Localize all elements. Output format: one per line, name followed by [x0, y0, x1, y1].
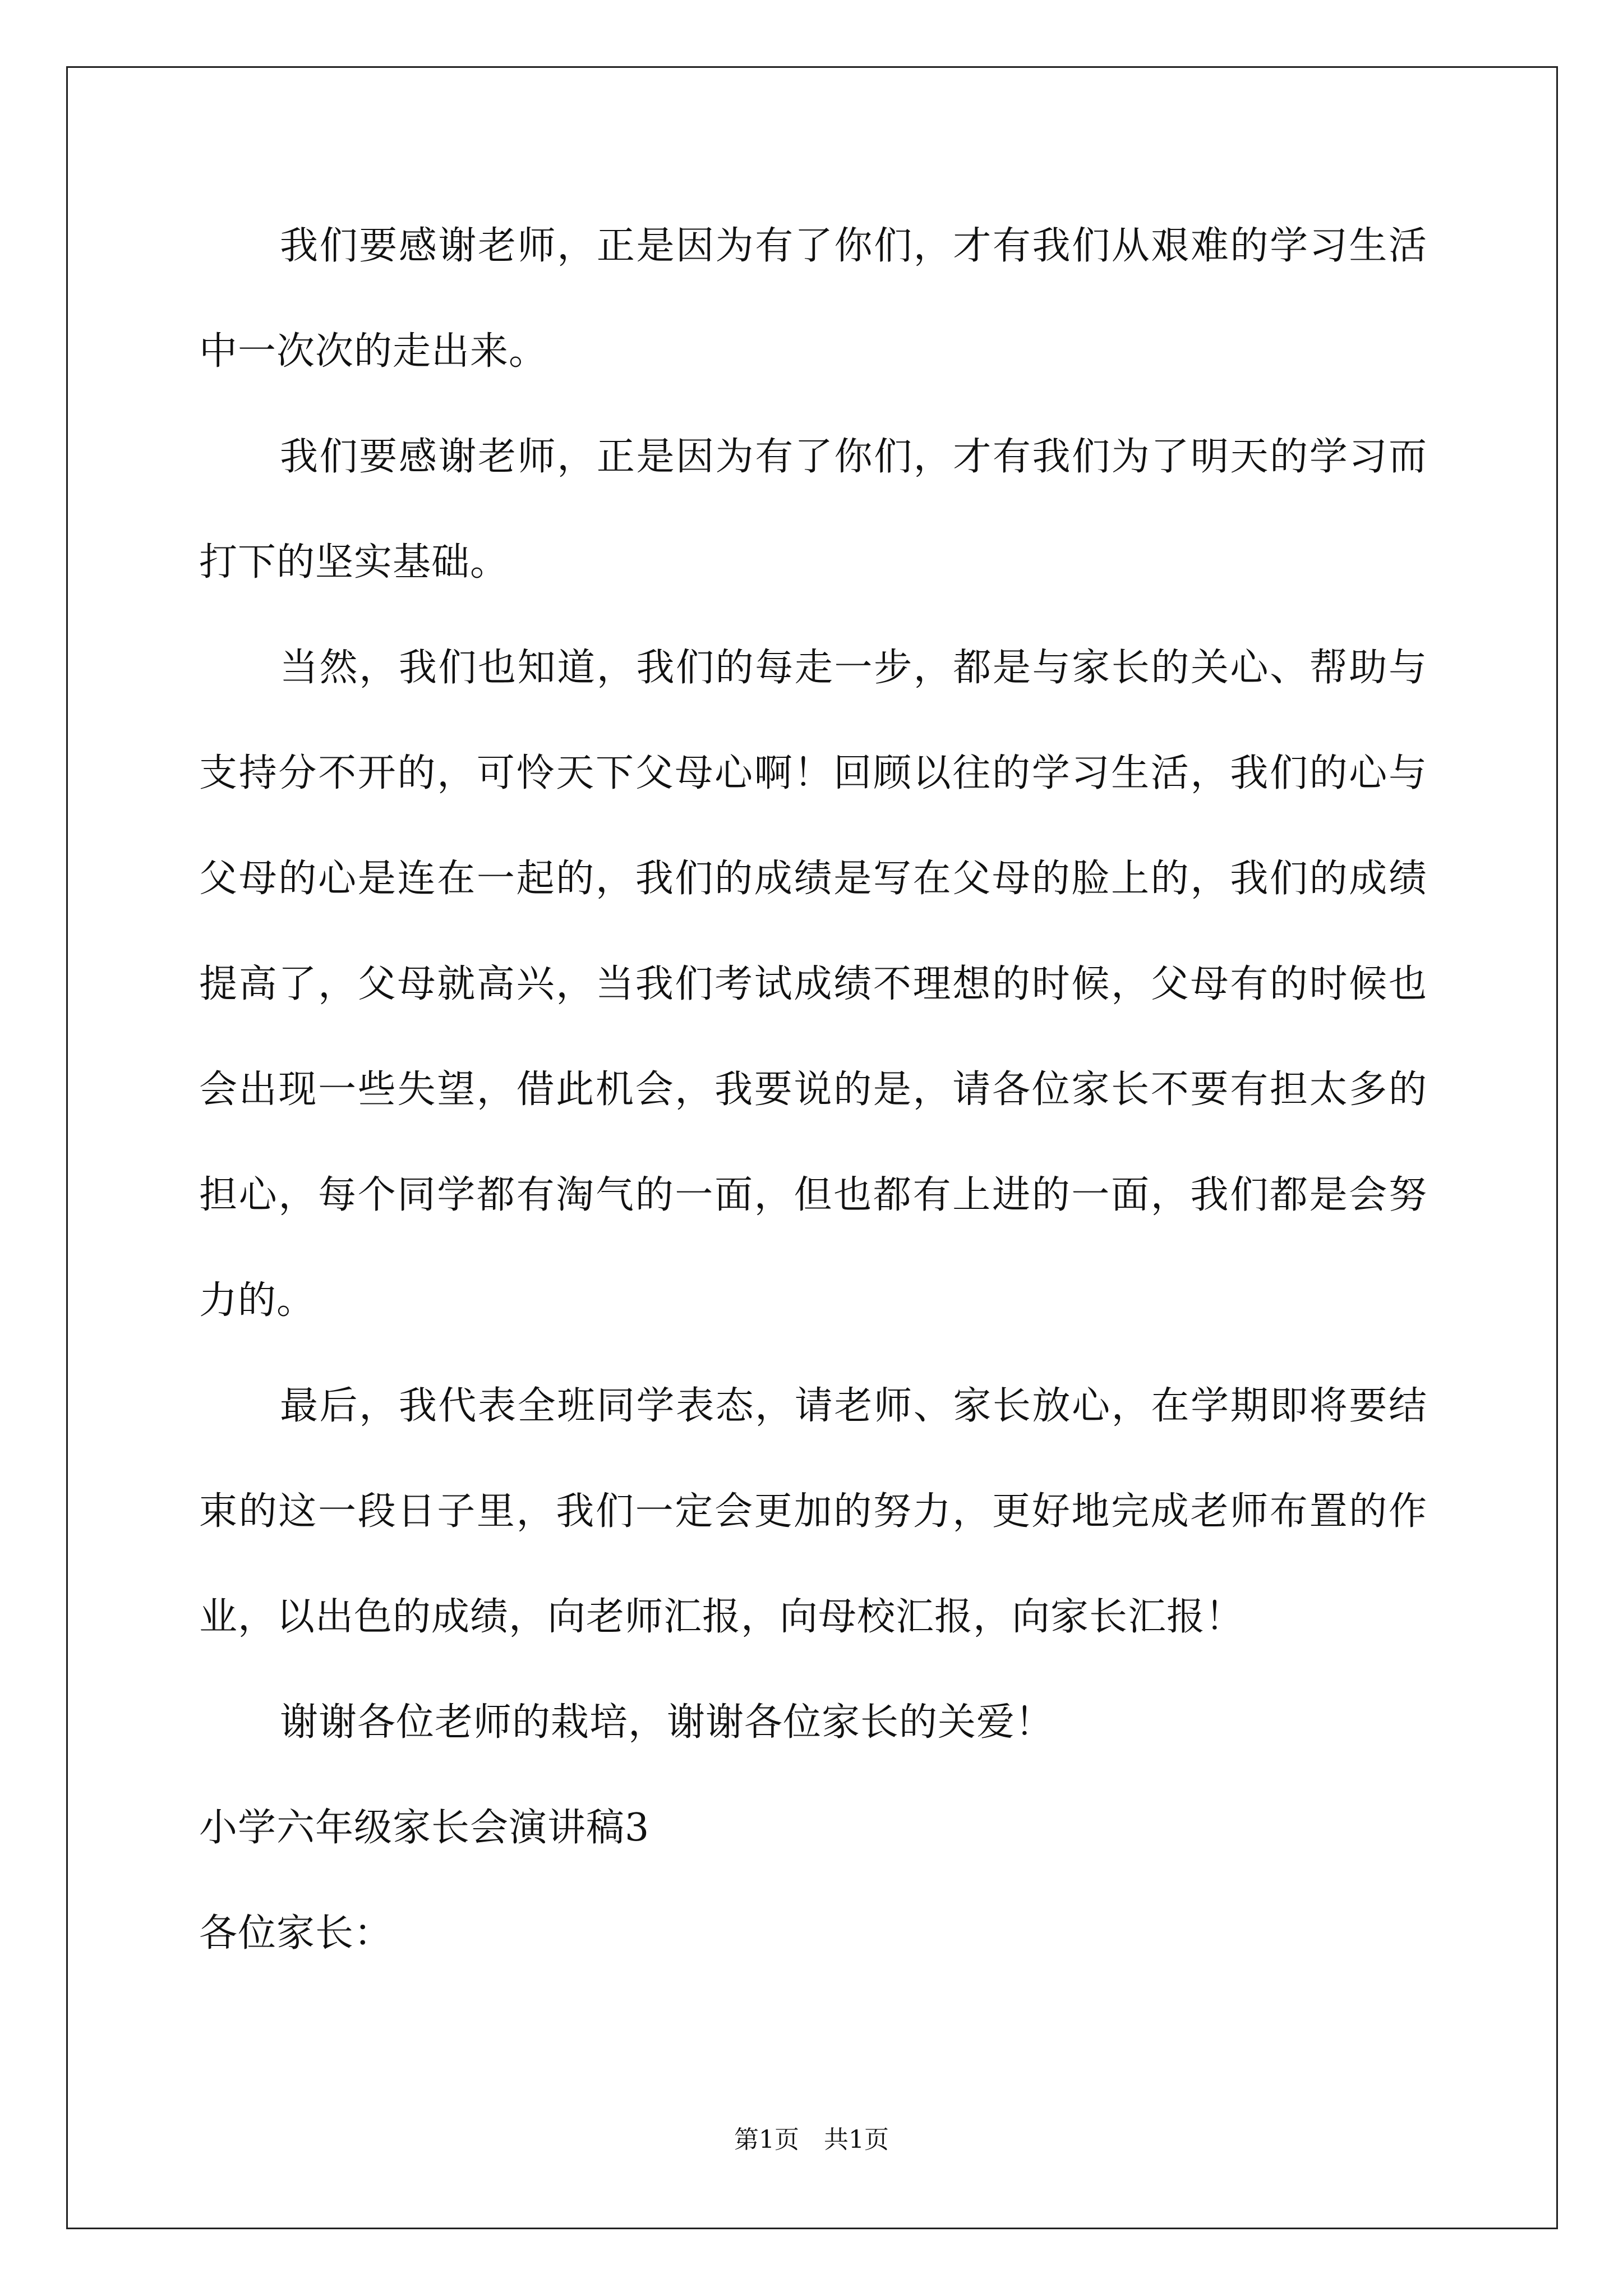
paragraph-class-pledge: 最后，我代表全班同学表态，请老师、家长放心，在学期即将要结束的这一段日子里，我们一定会更加的努力，更好地完成老师布置的作业，以出色的成绩，向老师汇报，向母校汇报，向家长汇报！ — [199, 1384, 1427, 1639]
page-number: 第1页 — [734, 2125, 799, 2154]
paragraph-thanks-teachers-1: 我们要感谢老师，正是因为有了你们，才有我们从艰难的学习生活中一次次的走出来。 — [199, 224, 1427, 374]
paragraph-thanks-teachers-2: 我们要感谢老师，正是因为有了你们，才有我们为了明天的学习而打下的坚实基础。 — [199, 435, 1427, 585]
salutation: 各位家长： — [199, 1911, 393, 1955]
section-heading: 小学六年级家长会演讲稿3 — [199, 1806, 650, 1850]
page-total: 共1页 — [824, 2125, 889, 2154]
paragraph-parents-support: 当然，我们也知道，我们的每走一步，都是与家长的关心、帮助与支持分不开的，可怜天下父母心啊！回顾以往的学习生活，我们的心与父母的心是连在一起的，我们的成绩是写在父母的脸上的，我们的成绩提高了，父母就高兴，当我们考试成绩不理想的时候，父母有的时候也会出现一些失望，借此机会，我要说的是，请各位家长不要有担太多的担心，每个同学都有淘气的一面，但也都有上进的一面，我们都是会努力的。 — [199, 646, 1427, 1323]
paragraph-closing-thanks: 谢谢各位老师的栽培，谢谢各位家长的关爱！ — [280, 1700, 1054, 1745]
page-footer — [0, 2123, 1623, 2157]
document-body — [199, 194, 1427, 1986]
